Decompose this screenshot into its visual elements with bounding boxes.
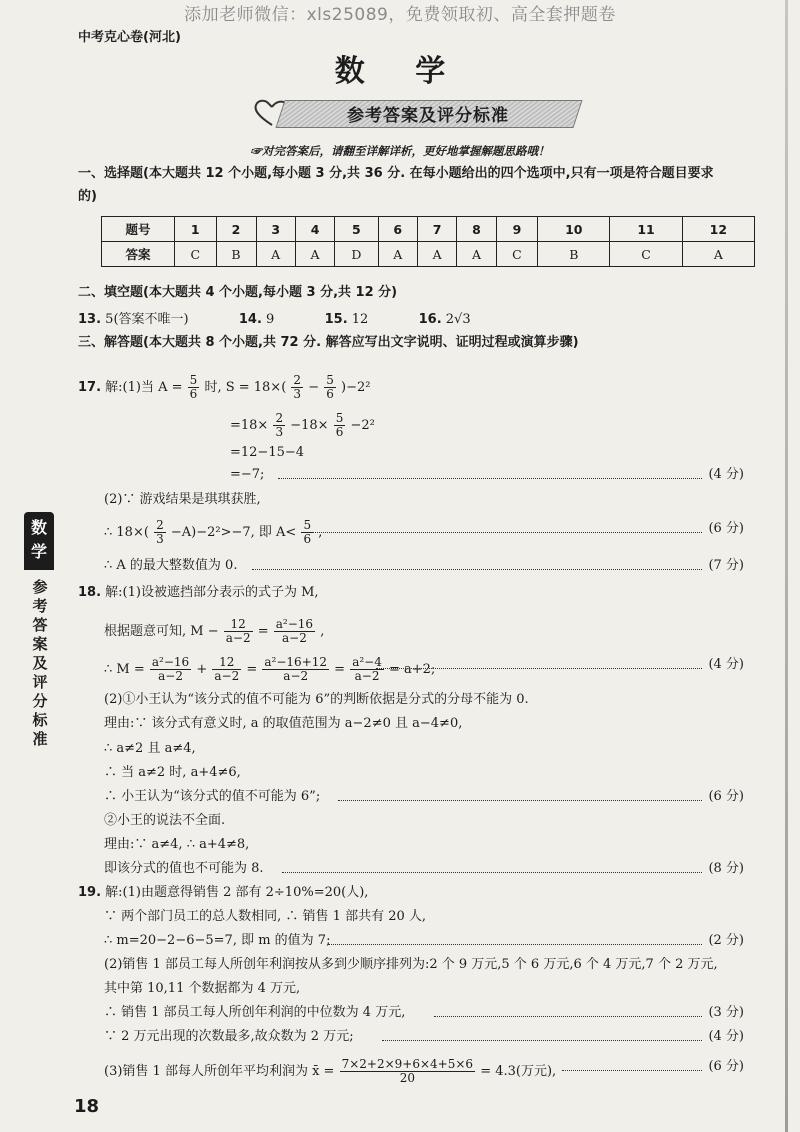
q17-line1 (78, 374, 370, 401)
q19-line6: ∴ 销售 1 部员工每人所创年利润的中位数为 4 万元, (104, 1005, 406, 1020)
q14-number: 14. (238, 312, 262, 327)
table-cell: A (417, 242, 456, 267)
table-cell: 题号 (102, 217, 175, 242)
score-label: (6 分) (708, 789, 744, 804)
q17-text: 解:(1)当 A = (105, 380, 183, 395)
q17-number: 17. (78, 380, 102, 395)
q17-text: −A)−2²>−7, 即 A< (170, 525, 297, 540)
q18-line7: ∴ 当 a≠2 时, a+4≠6, (104, 765, 241, 780)
tip-text: ☞对完答案后，请翻至详解详析，更好地掌握解题思路哦！ (250, 144, 550, 158)
q18-text: = (257, 624, 269, 639)
section1-title: 一、选择题(本大题共 12 个小题,每小题 3 分,共 36 分. 在每小题给出的四个选项中,只有一项是符合题目要求 (78, 166, 714, 181)
q14-answer: 9 (266, 312, 275, 327)
q18-line4: (2)①小王认为“该分式的值不可能为 6”的判断依据是分式的分母不能为 0. (104, 692, 529, 707)
table-cell: 5 (335, 217, 378, 242)
table-cell: 10 (538, 217, 610, 242)
page-edge-shadow (785, 0, 788, 1132)
q17-line6 (104, 519, 322, 546)
q18-text: 解:(1)设被遮挡部分表示的式子为 M, (105, 585, 319, 600)
q17-text: 时, S = 18×( (204, 380, 287, 395)
q18-text: 根据题意可知, M − (104, 624, 219, 639)
table-cell: 4 (295, 217, 334, 242)
score-label: (4 分) (708, 1029, 744, 1044)
section2-title: 二、填空题(本大题共 4 个小题,每小题 3 分,共 12 分) (78, 285, 398, 300)
q18-line6: ∴ a≠2 且 a≠4, (104, 741, 196, 756)
q19-line1 (78, 884, 368, 902)
fraction: $\frac{5}{6}$ (335, 411, 344, 439)
score-label: (3 分) (708, 1005, 744, 1020)
leader-dots (382, 1040, 702, 1041)
score-label: (2 分) (708, 933, 744, 948)
table-cell: B (538, 242, 610, 267)
fill-answers-row (78, 311, 471, 329)
table-cell: 7 (417, 217, 456, 242)
q17-text: =18× (230, 418, 269, 433)
q18-number: 18. (78, 585, 102, 600)
q16-answer: 2√3 (445, 312, 471, 327)
series-title: 中考克心卷(河北) (78, 30, 181, 45)
fraction: $\frac{5}{6}$ (189, 373, 198, 401)
q17-text: ∴ 18×( (104, 525, 149, 540)
q18-line11: 即该分式的值也不可能为 8. (104, 861, 264, 876)
side-label: 参考答案及评分标准 (32, 578, 48, 748)
q19-line3: ∴ m=20−2−6−5=7, 即 m 的值为 7; (104, 933, 331, 948)
q17-line4: =−7; (230, 467, 265, 482)
leader-dots (434, 1016, 702, 1017)
table-cell: 答案 (102, 242, 175, 267)
fraction: $\frac{\text{a²−4}}{a-2}$ (352, 655, 382, 683)
q19-line4: (2)销售 1 部员工每人所创年利润按从多到少顺序排列为:2 个 9 万元,5 个 6 万元,6 个 4 万元,7 个 2 万元, (104, 957, 718, 972)
banner-title: 参考答案及评分标准 (347, 106, 509, 126)
fraction: $\frac{2}{3}$ (156, 518, 164, 546)
section-banner (252, 96, 582, 130)
q15-number: 15. (324, 312, 348, 327)
fraction: $\frac{12}{a-2}$ (214, 655, 240, 683)
q18-line10: 理由:∵ a≠4, ∴ a+4≠8, (104, 837, 250, 852)
table-cell: A (378, 242, 417, 267)
leader-dots (252, 569, 702, 570)
table-cell: 1 (175, 217, 217, 242)
subject-title: 数 学 (334, 54, 466, 89)
q13-answer: 5(答案不唯一) (105, 312, 189, 327)
answer-table (101, 216, 755, 267)
score-label: (4 分) (708, 467, 744, 482)
q18-text: , (320, 624, 325, 639)
score-label: (8 分) (708, 861, 744, 876)
table-cell: A (457, 242, 496, 267)
table-cell: A (682, 242, 754, 267)
fraction: $\frac{7\times 2+2\times 9+6\times 4+5\times 6}{20}$ (341, 1057, 474, 1085)
table-cell: 9 (496, 217, 538, 242)
q16-number: 16. (418, 312, 442, 327)
q19-text: = 4.3(万元), (480, 1064, 557, 1079)
q17-text: , (318, 525, 323, 540)
fraction: $\frac{5}{6}$ (326, 373, 334, 401)
q19-line8 (104, 1058, 556, 1085)
table-cell: B (216, 242, 256, 267)
score-label: (6 分) (708, 521, 744, 536)
q17-line3: =12−15−4 (230, 445, 305, 460)
q17-text: − (308, 380, 320, 395)
table-cell: C (496, 242, 538, 267)
score-label: (4 分) (708, 657, 744, 672)
table-cell: 12 (682, 217, 754, 242)
fraction: $\frac{\text{a²−16+12}}{a-2}$ (264, 655, 328, 683)
side-tab: 数学 (24, 512, 54, 570)
fraction: $\frac{2}{3}$ (275, 411, 284, 439)
page-number: 18 (74, 1096, 100, 1117)
q17-text: −2² (350, 418, 375, 433)
q18-text: = (246, 662, 258, 677)
leader-dots (338, 800, 702, 801)
table-cell: C (175, 242, 217, 267)
fraction: $\frac{\text{a²−16}}{a-2}$ (151, 655, 190, 683)
leader-dots (278, 478, 702, 479)
fraction: $\frac{\text{a²−16}}{a-2}$ (275, 617, 314, 645)
q18-line5: 理由:∵ 该分式有意义时, a 的取值范围为 a−2≠0 且 a−4≠0, (104, 716, 463, 731)
q17-line5: (2)∵ 游戏结果是琪琪获胜, (104, 492, 261, 507)
q15-answer: 12 (351, 312, 369, 327)
q19-text: 解:(1)由题意得销售 2 部有 2÷10%=20(人), (105, 885, 369, 900)
table-cell: A (256, 242, 295, 267)
score-label: (6 分) (708, 1059, 744, 1074)
q18-text: = a+2; (389, 662, 436, 677)
section3-title: 三、解答题(本大题共 8 个小题,共 72 分. 解答应写出文字说明、证明过程或演算步骤) (78, 335, 579, 350)
leader-dots (312, 532, 702, 533)
fraction: $\frac{12}{a-2}$ (225, 617, 251, 645)
table-cell: A (295, 242, 334, 267)
q18-text: ∴ M = (104, 662, 145, 677)
table-cell: D (335, 242, 378, 267)
q17-line7: ∴ A 的最大整数值为 0. (104, 558, 238, 573)
leader-dots (282, 872, 702, 873)
q17-text: )−2² (341, 380, 371, 395)
watermark-text: 添加老师微信：xls25089，免费领取初、高全套押题卷 (184, 5, 616, 25)
score-label: (7 分) (708, 558, 744, 573)
table-cell: 8 (457, 217, 496, 242)
q19-line7: ∵ 2 万元出现的次数最多,故众数为 2 万元; (104, 1029, 354, 1044)
fraction: $\frac{2}{3}$ (293, 373, 302, 401)
q17-text: −18× (290, 418, 329, 433)
table-cell: C (610, 242, 682, 267)
table-cell: 11 (610, 217, 682, 242)
q13-number: 13. (78, 312, 102, 327)
leader-dots (376, 668, 702, 669)
q17-line2 (230, 412, 375, 439)
q19-line5: 其中第 10,11 个数据都为 4 万元, (104, 981, 301, 996)
q19-line2: ∵ 两个部门员工的总人数相同, ∴ 销售 1 部共有 20 人, (104, 909, 427, 924)
fraction: $\frac{5}{6}$ (303, 518, 312, 546)
q19-number: 19. (78, 885, 102, 900)
section1-title-cont: 的) (78, 189, 97, 204)
q18-text: = (334, 662, 346, 677)
answer-table-header-row (102, 217, 755, 242)
q18-line9: ②小王的说法不全面. (104, 813, 226, 828)
q18-text: + (196, 662, 208, 677)
table-cell: 2 (216, 217, 256, 242)
q18-line3 (104, 656, 435, 683)
leader-dots (328, 944, 702, 945)
q18-line1 (78, 584, 319, 602)
q18-line2 (104, 618, 324, 645)
q19-text: (3)销售 1 部每人所创年平均利润为 x̄ = (104, 1064, 335, 1079)
answer-table-answer-row (102, 242, 755, 267)
table-cell: 6 (378, 217, 417, 242)
leader-dots (562, 1070, 702, 1071)
q18-line8: ∴ 小王认为“该分式的值不可能为 6”; (104, 789, 321, 804)
table-cell: 3 (256, 217, 295, 242)
